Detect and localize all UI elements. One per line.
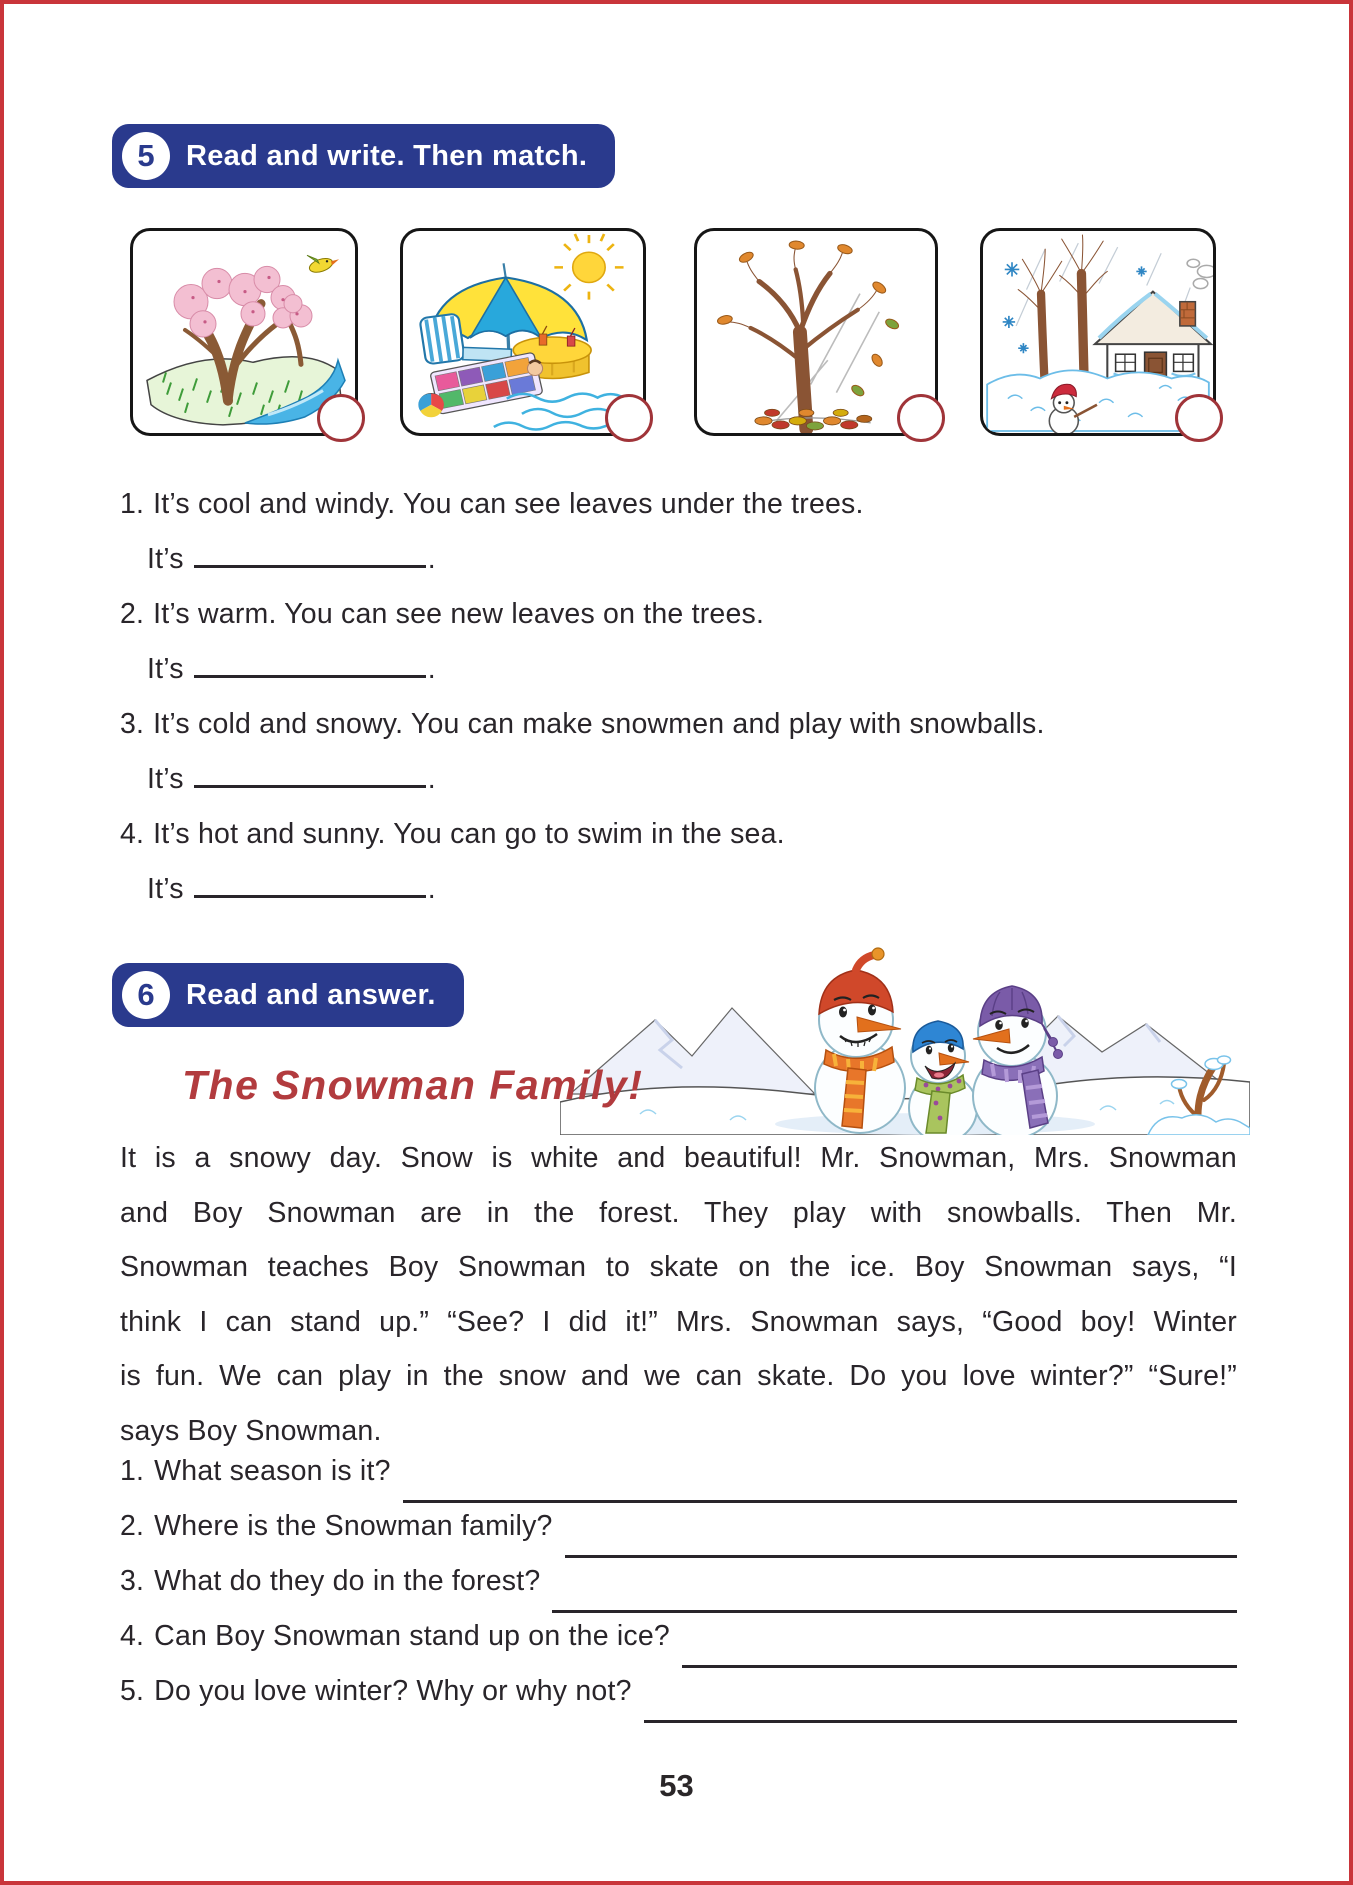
answer-blank-2[interactable] — [194, 651, 426, 678]
sentence-4-number: 4. — [120, 818, 145, 850]
passage-line: is fun. We can play in the snow and we can skate. Do you love winter?” “Sure!” — [120, 1360, 1237, 1392]
sentence-3-number: 3. — [120, 708, 145, 740]
question-3-text: What do they do in the forest? — [154, 1565, 541, 1597]
question-2: 2. Where is the Snowman family? — [120, 1510, 1237, 1565]
boy-snowman — [909, 1021, 977, 1135]
answer-blank-3[interactable] — [194, 761, 426, 788]
passage-line: It is a snowy day. Snow is white and beautiful! Mr. Snowman, Mrs. Snowman — [120, 1142, 1237, 1174]
exercise-5-number: 5 — [137, 138, 155, 173]
mr-snowman — [815, 948, 905, 1133]
match-answer-circle-summer[interactable] — [605, 394, 653, 442]
sentence-2-text: It’s warm. You can see new leaves on the trees. — [153, 598, 765, 630]
exercise-6-header — [112, 963, 464, 1027]
winter-illustration — [983, 231, 1213, 433]
question-3-answer-blank[interactable] — [552, 1610, 1237, 1613]
sentence-3-text: It’s cold and snowy. You can make snowmen and play with snowballs. — [153, 708, 1045, 740]
question-2-text: Where is the Snowman family? — [154, 1510, 553, 1542]
grass-mound — [147, 357, 341, 425]
autumn-tree-trunk — [727, 247, 877, 429]
exercise-6-number-badge — [122, 971, 170, 1019]
match-answer-circle-winter[interactable] — [1175, 394, 1223, 442]
question-3: 3. What do they do in the forest? — [120, 1565, 1237, 1620]
autumn-illustration — [697, 231, 935, 433]
exercise-6-title: Read and answer. — [186, 978, 436, 1011]
match-answer-circle-spring[interactable] — [317, 394, 365, 442]
passage-line: Snowman teaches Boy Snowman to skate on the ice. Boy Snowman says, “I — [120, 1251, 1237, 1283]
passage-line: and Boy Snowman are in the forest. They play with snowballs. Then Mr. — [120, 1196, 1237, 1229]
summer-illustration — [403, 231, 643, 433]
sentence-1 — [120, 477, 1245, 532]
answer-line-4: It’s . — [120, 862, 1245, 917]
answer-line-3: It’s . — [120, 752, 1245, 807]
exercise-6-number: 6 — [137, 977, 155, 1012]
page-number: 53 — [659, 1768, 694, 1803]
answer-blank-1[interactable] — [194, 541, 426, 568]
exercise-5-title: Read and write. Then match. — [186, 139, 588, 172]
snowman-family-scene — [560, 928, 1250, 1135]
sentence-3 — [120, 697, 1245, 752]
match-answer-circle-autumn[interactable] — [897, 394, 945, 442]
exercise-5-sentences — [120, 477, 1245, 917]
passage-line: think I can stand up.” “See? I did it!” Mrs. Snowman says, “Good boy! Winter — [120, 1305, 1237, 1338]
question-1: 1. What season is it? — [120, 1455, 1237, 1510]
question-5-answer-blank[interactable] — [644, 1720, 1237, 1723]
season-image-summer — [400, 228, 646, 436]
sentence-2 — [120, 587, 1245, 642]
answer-line-2: It’s . — [120, 642, 1245, 697]
passage-line: says Boy Snowman. — [120, 1414, 382, 1447]
answer-blank-4[interactable] — [194, 871, 426, 898]
question-2-answer-blank[interactable] — [565, 1555, 1237, 1558]
answer-line-1: It’s . — [120, 532, 1245, 587]
chimney-smoke — [1187, 259, 1213, 288]
question-1-answer-blank[interactable] — [403, 1500, 1237, 1503]
exercise-5-header — [112, 124, 615, 188]
question-5: 5. Do you love winter? Why or why not? — [120, 1675, 1237, 1730]
story-title: The Snowman Family! — [182, 1062, 644, 1108]
exercise-5-number-badge — [122, 132, 170, 180]
season-image-spring — [130, 228, 358, 436]
bird-icon — [307, 255, 339, 275]
question-1-text: What season is it? — [154, 1455, 391, 1487]
question-4-answer-blank[interactable] — [682, 1665, 1237, 1668]
sentence-4 — [120, 807, 1245, 862]
question-4: 4. Can Boy Snowman stand up on the ice? — [120, 1620, 1237, 1675]
question-4-text: Can Boy Snowman stand up on the ice? — [154, 1620, 670, 1652]
sun-icon — [554, 234, 623, 300]
sentence-1-text: It’s cool and windy. You can see leaves under the trees. — [153, 488, 864, 520]
exercise-6-questions — [120, 1455, 1237, 1730]
sentence-1-number: 1. — [120, 488, 145, 520]
leaf-pile — [755, 409, 872, 430]
beach-ball — [418, 394, 444, 418]
snowman-family-illustration — [560, 928, 1250, 1135]
question-5-text: Do you love winter? Why or why not? — [154, 1675, 632, 1707]
season-image-autumn — [694, 228, 938, 436]
sentence-2-number: 2. — [120, 598, 145, 630]
season-image-winter — [980, 228, 1216, 436]
sentence-4-text: It’s hot and sunny. You can go to swim in the sea. — [153, 818, 785, 850]
reading-passage — [120, 1131, 1237, 1458]
